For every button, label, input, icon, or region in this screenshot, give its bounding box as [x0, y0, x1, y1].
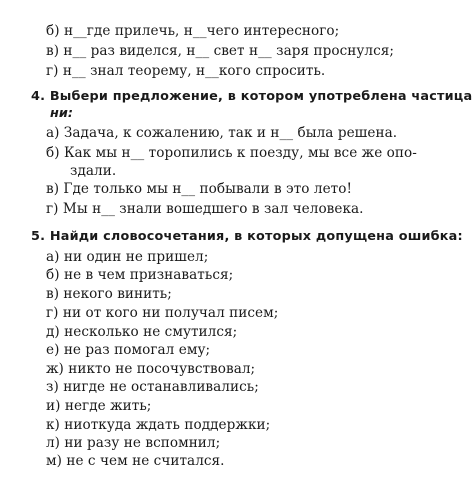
q3-option-v: в) н__ раз виделся, н__ свет н__ заря проснулся; [46, 43, 395, 59]
q5-option: г) ни от кого ни получал писем; [46, 305, 279, 321]
q5-option: к) ниоткуда ждать поддержки; [46, 417, 271, 433]
q4-option-b-continuation: здали. [70, 163, 117, 179]
q5-option: и) негде жить; [46, 398, 152, 414]
q3-option-g: г) н__ знал теорему, н__кого спросить. [46, 63, 326, 79]
q4-option-v: в) Где только мы н__ побывали в это лето! [46, 181, 352, 197]
q3-option-b: б) н__где прилечь, н__чего интересного; [46, 23, 340, 39]
q5-option: м) не с чем не считался. [46, 453, 225, 469]
q5-option: з) нигде не останавливались; [46, 379, 259, 395]
q4-title: 4. Выбери предложение, в котором употреблена частица [31, 89, 472, 104]
q5-option: в) некого винить; [46, 286, 172, 302]
q5-option: а) ни один не пришел; [46, 249, 209, 265]
q5-option: л) ни разу не вспомнил; [46, 435, 221, 451]
q5-title: 5. Найди словосочетания, в которых допущена ошибка: [31, 229, 463, 244]
q4-option-g: г) Мы н__ знали вошедшего в зал человека. [46, 201, 364, 217]
q5-option: б) не в чем признаваться; [46, 267, 234, 283]
q4-title-particle: ни: [50, 106, 74, 121]
q5-option: е) не раз помогал ему; [46, 342, 211, 358]
q4-option-b: б) Как мы н__ торопились к поезду, мы все же опо- [46, 145, 417, 161]
q5-option: д) несколько не смутился; [46, 324, 238, 340]
q4-option-a: а) Задача, к сожалению, так и н__ была решена. [46, 125, 398, 141]
q5-option: ж) никто не посочувствовал; [46, 361, 256, 377]
